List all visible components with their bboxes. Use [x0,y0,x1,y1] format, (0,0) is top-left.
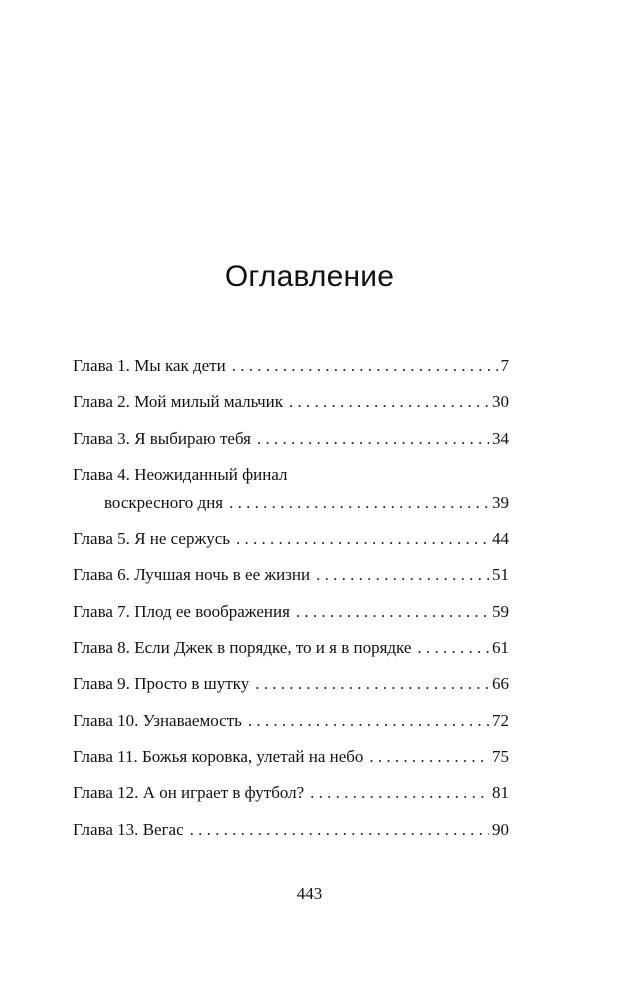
chapter-title: Если Джек в порядке, то и я в порядке [134,638,412,658]
toc-entry-text [73,525,230,553]
chapter-title: Мы как дети [134,356,226,375]
toc-entry-chapter-9[interactable] [73,670,509,698]
toc-entry-chapter-1[interactable] [73,352,509,380]
toc-entry-chapter-6[interactable] [73,561,509,589]
toc-entry-chapter-10[interactable] [73,707,509,735]
chapter-label: Глава 8. [73,638,130,658]
dot-leader [190,816,489,844]
toc-entry-text [73,779,304,807]
chapter-page-number: 61 [492,638,509,658]
chapter-page-number: 66 [492,674,509,694]
dot-leader [289,388,489,416]
toc-entry-chapter-8[interactable] [73,634,509,662]
chapter-title: Узнаваемость [142,710,242,730]
dot-leader [255,670,489,698]
toc-entry-chapter-3[interactable] [73,425,509,453]
chapter-label: Глава 2. [73,392,130,412]
dot-leader [316,561,489,589]
chapter-title-continuation: воскресного дня [104,492,224,512]
chapter-label: Глава 11. [73,746,138,766]
toc-entry-text [73,352,226,380]
toc-entry-text [73,388,283,416]
toc-entry-text [73,425,251,453]
table-of-contents [73,352,509,852]
chapter-title: Божья коровка, улетай на небо [142,746,364,766]
chapter-label: Глава 13. [73,819,139,839]
chapter-label: Глава 7. [73,601,130,621]
toc-entry-text [73,670,249,698]
dot-leader [229,489,489,517]
chapter-title: Лучшая ночь в ее жизни [134,565,311,585]
chapter-page-number: 34 [492,428,509,448]
toc-entry-chapter-12[interactable] [73,779,509,807]
page-title: Оглавление [224,260,395,293]
chapter-page-number: 39 [492,492,509,512]
toc-entry-text [73,561,310,589]
dot-leader [417,634,489,662]
chapter-label: Глава 4. [73,464,130,484]
chapter-title: Я не сержусь [134,529,231,549]
toc-entry-text [73,816,184,844]
chapter-title: Я выбираю тебя [134,428,251,448]
chapter-title: Мой милый мальчик [134,392,284,412]
chapter-label: Глава 5. [73,529,130,549]
chapter-label: Глава 6. [73,565,130,585]
chapter-label: Глава 12. [73,783,139,803]
toc-entry-text [73,461,509,489]
chapter-label: Глава 10. [73,710,139,730]
page-number: 443 [296,884,323,903]
dot-leader [310,779,489,807]
chapter-page-number: 81 [492,783,509,803]
dot-leader [296,598,489,626]
toc-entry-text [73,707,242,735]
toc-entry-text [73,634,411,662]
dot-leader [236,525,489,553]
dot-leader [257,425,489,453]
toc-entry-chapter-5[interactable] [73,525,509,553]
chapter-page-number: 90 [492,819,509,839]
toc-entry-text [73,743,363,771]
chapter-page-number: 75 [492,746,509,766]
chapter-label: Глава 1. [73,356,130,375]
chapter-label: Глава 9. [73,674,130,694]
dot-leader [369,743,489,771]
chapter-page-number: 72 [492,710,509,730]
chapter-page-number: 51 [492,565,509,585]
toc-entry-chapter-13[interactable] [73,816,509,844]
chapter-title: Плод ее воображения [134,601,290,621]
chapter-title: Просто в шутку [134,674,250,694]
dot-leader [248,707,489,735]
chapter-title: А он играет в футбол? [142,783,305,803]
chapter-label: Глава 3. [73,428,130,448]
chapter-title: Вегас [142,819,184,839]
toc-entry-chapter-7[interactable] [73,598,509,626]
chapter-page-number: 44 [492,529,509,549]
chapter-page-number: 59 [492,601,509,621]
chapter-page-number: 7 [500,356,509,375]
toc-entry-chapter-4[interactable] [73,461,509,517]
dot-leader [232,352,498,380]
chapter-title: Неожиданный финал [134,464,288,484]
chapter-page-number: 30 [492,392,509,412]
toc-entry-chapter-11[interactable] [73,743,509,771]
toc-entry-chapter-2[interactable] [73,388,509,416]
toc-entry-text [73,598,290,626]
